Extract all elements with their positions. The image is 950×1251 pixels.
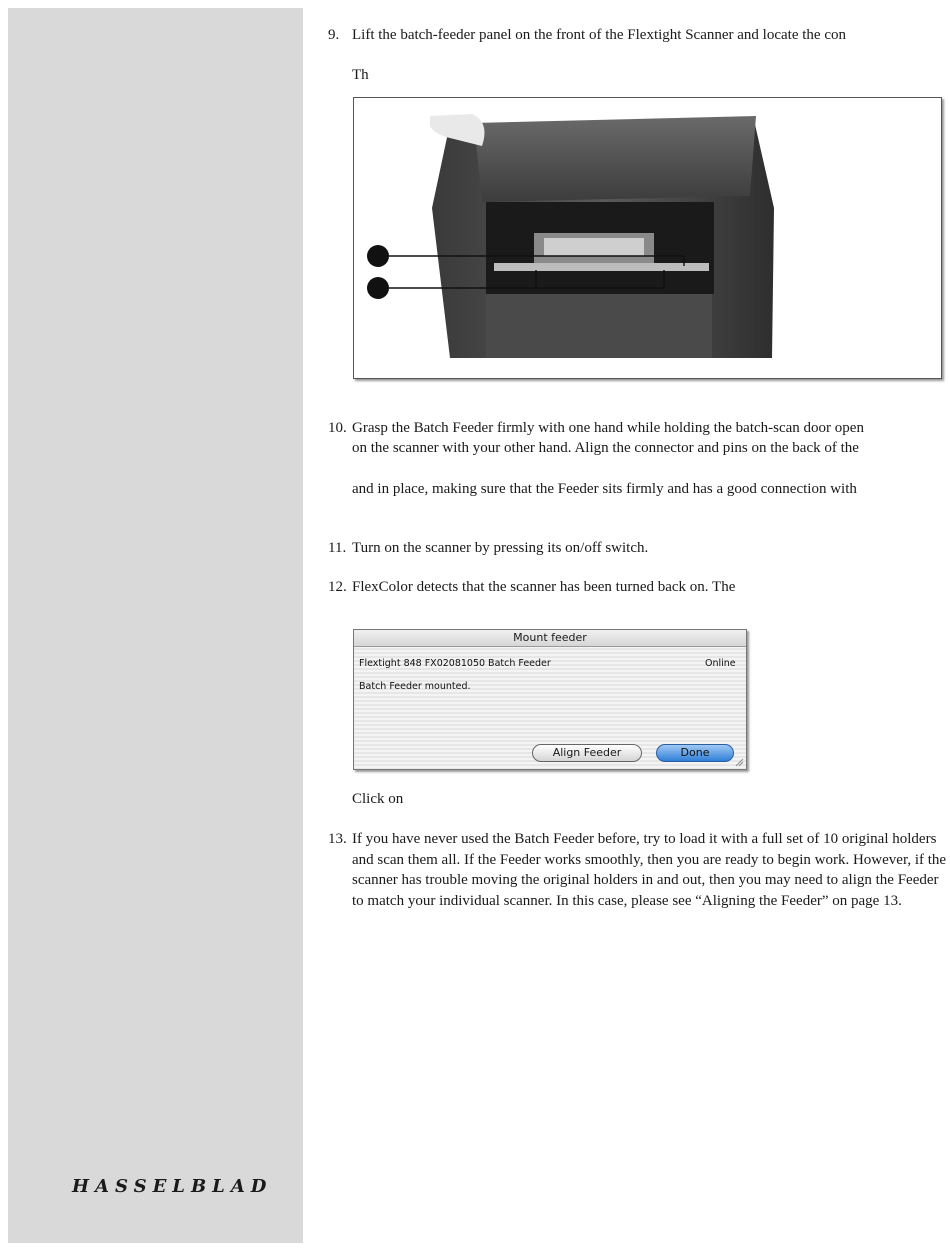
step-9 [328, 25, 846, 46]
step-12-continuation: Click on [352, 791, 404, 807]
device-status: Online [705, 658, 736, 669]
step-number: 9. [328, 27, 340, 43]
step-13 [328, 829, 948, 911]
scanner-photo [353, 97, 942, 379]
step-number: 13. [328, 831, 347, 847]
step-number: 10. [328, 420, 347, 436]
step-9-continuation: Th [352, 67, 369, 83]
step-10-line-3: and in place, making sure that the Feeder sits firmly and has a good connection with [352, 481, 857, 497]
dialog-title: Mount feeder [354, 630, 746, 647]
resize-grip-icon[interactable] [735, 758, 744, 767]
step-text: If you have never used the Batch Feeder before, try to load it with a full set of 10 original holders and scan them all. If the Feeder works smoothly, then you are ready to begin work. However, if the scanner has trouble moving the original holders in and out, then you may need to align the Feeder to match your individual scanner. In this case, please see “Aligning the Feeder” on page 13. [352, 831, 947, 909]
sidebar [8, 8, 303, 1243]
step-11 [328, 538, 648, 559]
step-text: Lift the batch-feeder panel on the front of the Flextight Scanner and locate the con [352, 27, 846, 43]
step-text: Grasp the Batch Feeder firmly with one hand while holding the batch-scan door open [352, 420, 864, 436]
step-text: FlexColor detects that the scanner has been turned back on. The [352, 579, 736, 595]
device-name: Flextight 848 FX02081050 Batch Feeder [359, 658, 551, 669]
step-number: 11. [328, 540, 347, 556]
step-10 [328, 418, 864, 439]
done-button[interactable]: Done [656, 744, 734, 762]
align-feeder-button[interactable]: Align Feeder [532, 744, 642, 762]
step-text: Turn on the scanner by pressing its on/off switch. [352, 540, 649, 556]
mount-feeder-dialog [353, 629, 747, 770]
step-number: 12. [328, 579, 347, 595]
hasselblad-logo: HASSELBLAD [72, 1176, 273, 1197]
dialog-message: Batch Feeder mounted. [359, 681, 471, 692]
scanner-illustration [354, 98, 941, 378]
step-12 [328, 577, 735, 598]
step-10-line-2: on the scanner with your other hand. Align the connector and pins on the back of the [352, 440, 859, 456]
